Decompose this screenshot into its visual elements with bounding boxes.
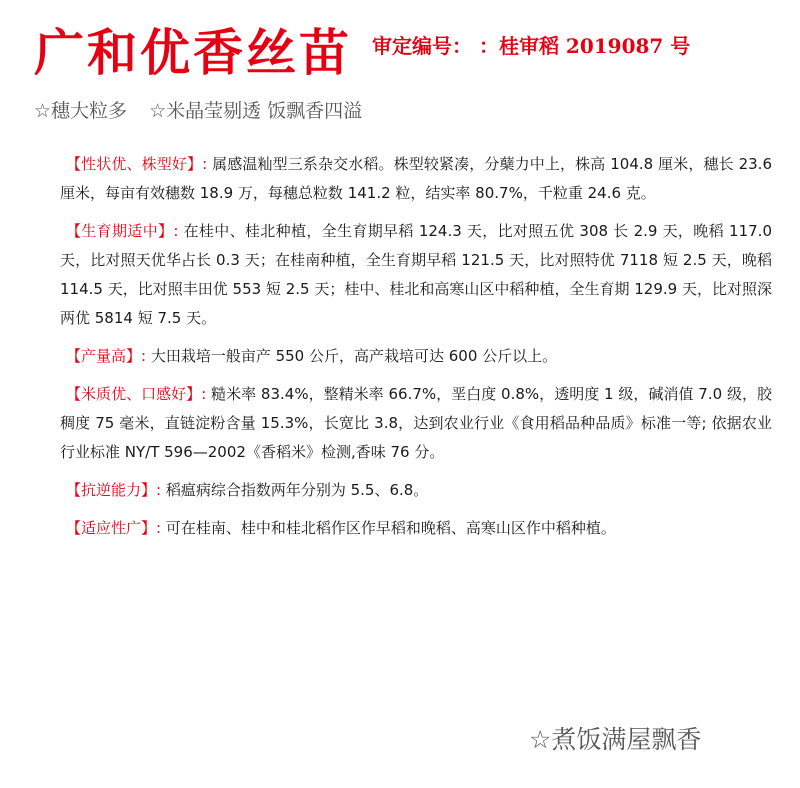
section-text: 可在桂南、桂中和桂北稻作区作早稻和晚稻、高寒山区作中稻种植。 <box>161 519 616 537</box>
feature-growth-period <box>60 217 772 333</box>
slogan-item-2: ☆米晶莹剔透 饭飘香四溢 <box>149 100 363 122</box>
approval-number: 审定编号： ：桂审稻 2019087 号 <box>372 34 691 58</box>
slogan <box>34 96 378 123</box>
section-label: 【生育期适中】: <box>66 222 179 240</box>
section-text: 属感温籼型三系杂交水稻。株型较紧凑，分蘖力中上，株高 104.8 厘米，穗长 23.6 厘米，每亩有效穗数 18.9 万，每穗总粒数 141.2 粒，结实率 80.7%，千粒重 24.6 克。 <box>60 155 772 202</box>
feature-resistance <box>60 476 772 505</box>
section-label: 【抗逆能力】: <box>66 481 162 499</box>
section-label: 【性状优、株型好】: <box>66 155 208 173</box>
section-text: 稻瘟病综合指数两年分别为 5.5、6.8。 <box>161 481 429 499</box>
section-label: 【产量高】: <box>66 347 147 365</box>
section-label: 【适应性广】: <box>66 519 162 537</box>
section-text: 在桂中、桂北种植，全生育期早稻 124.3 天，比对照五优 308 长 2.9 天，晚稻 117.0 天，比对照天优华占长 0.3 天；在桂南种植，全生育期早稻 121.5 天，比对照特优 7118 短 2.5 天，晚稻 114.5 天，比对照丰田优 553 短 2.5 天；桂中、桂北和高寒山区中稻种植，全生育期 129.9 天，比对照深两优 5814 短 7.5 天。 <box>60 222 772 327</box>
footer-slogan: ☆煮饭满屋飘香 <box>529 725 702 754</box>
feature-traits <box>60 150 772 208</box>
feature-list <box>60 150 772 552</box>
product-title: 广和优香丝苗 <box>34 24 352 82</box>
feature-quality <box>60 380 772 467</box>
feature-yield <box>60 342 772 371</box>
feature-adaptability <box>60 514 772 543</box>
section-label: 【米质优、口感好】: <box>66 385 207 403</box>
section-text: 糙米率 83.4%，整精米率 66.7%，垩白度 0.8%，透明度 1 级，碱消值 7.0 级，胶稠度 75 毫米，直链淀粉含量 15.3%，长宽比 3.8，达到农业行业《食用稻品种品质》标准一等; 依据农业行业标准 NY/T 596—2002《香稻米》检测,香味 76 分。 <box>60 385 772 461</box>
slogan-item-1: ☆穗大粒多 <box>34 100 128 122</box>
section-text: 大田栽培一般亩产 550 公斤，高产栽培可达 600 公斤以上。 <box>146 347 558 365</box>
